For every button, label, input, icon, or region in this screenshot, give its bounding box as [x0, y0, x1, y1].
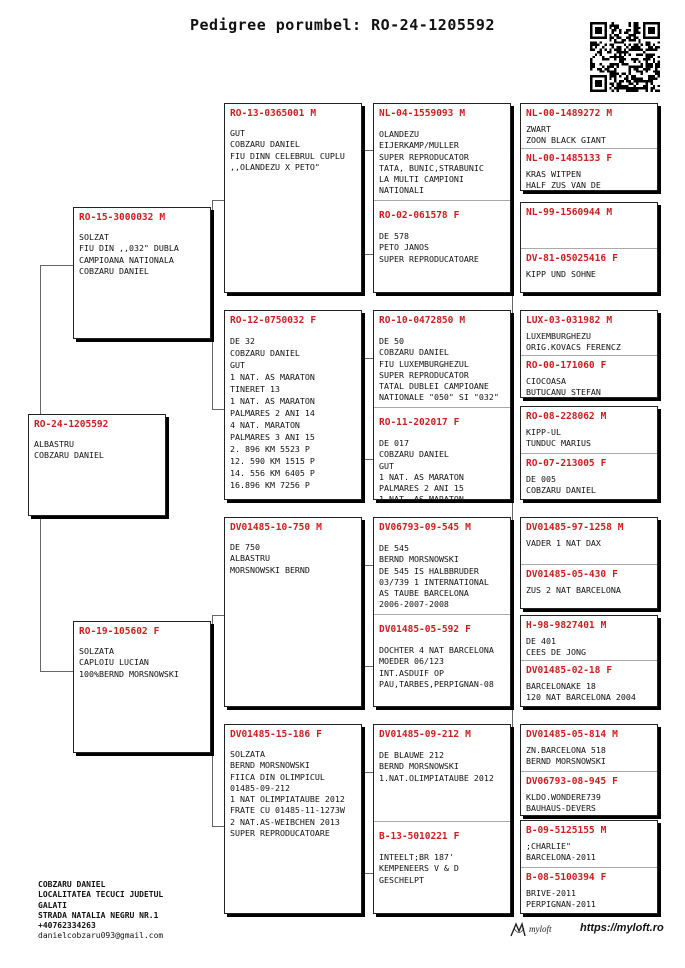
ring-number: RO-12-0750032 F	[230, 315, 317, 326]
pigeon-details: BARCELONAKE 18 120 NAT BARCELONA 2004	[526, 681, 636, 703]
ring-number: DV01485-15-186 F	[230, 729, 322, 740]
ring-number: DV01485-02-18 F	[526, 665, 613, 676]
brand-url[interactable]: https://myloft.ro	[580, 922, 664, 934]
great-grandparent-card[interactable]	[373, 517, 511, 707]
ring-number: RO-13-0365001 M	[230, 108, 317, 119]
gen5-card[interactable]	[520, 615, 658, 707]
myloft-logo	[508, 918, 568, 940]
ring-number: RO-07-213005 F	[526, 458, 607, 469]
gen5-card[interactable]	[520, 103, 658, 191]
pigeon-details: KLDO.WONDERE739 BAUHAUS-DEVERS	[526, 792, 601, 814]
pigeon-details: KRAS WITPEN HALF ZUS VAN DE	[526, 169, 601, 191]
pigeon-details: SOLZAT FIU DIN ,,032" DUBLA CAMPIOANA NATIONALA COBZARU DANIEL	[79, 232, 179, 276]
pigeon-details: BRIVE-2011 PERPIGNAN-2011	[526, 888, 596, 910]
gen5-card[interactable]	[520, 517, 658, 609]
pigeon-details: DE BLAUWE 212 BERND MORSNOWSKI 1.NAT.OLIMPIATAUBE 2012	[379, 750, 494, 783]
breeder-address: GALATI	[38, 900, 67, 910]
breeder-phone: +40762334263	[38, 921, 96, 931]
qr-code	[590, 22, 660, 92]
pigeon-details: DE 401 CEES DE JONG	[526, 636, 586, 658]
ring-number: RO-11-202017 F	[379, 417, 460, 428]
breeder-address: STRADA NATALIA NEGRU NR.1	[38, 910, 159, 920]
pigeon-details: SOLZATA CAPLOIU LUCIAN 100%BERND MORSNOWSKI	[79, 646, 179, 679]
ring-number: DV01485-09-212 M	[379, 729, 471, 740]
pigeon-details: KIPP-UL TUNDUC MARIUS	[526, 427, 591, 449]
pigeon-details: DE 578 PETO JANOS SUPER REPRODUCATOARE	[379, 231, 479, 264]
ring-number: NL-04-1559093 M	[379, 108, 466, 119]
ring-number: NL-99-1560944 M	[526, 207, 613, 218]
sire-card[interactable]	[73, 207, 211, 339]
gen5-card[interactable]	[520, 820, 658, 914]
grandparent-card[interactable]	[224, 103, 362, 293]
ring-number: RO-24-1205592	[34, 419, 109, 430]
great-grandparent-card[interactable]	[373, 724, 511, 914]
pigeon-details: GUT COBZARU DANIEL FIU DINN CELEBRUL CUPLU ,,OLANDEZU X PETO"	[230, 128, 345, 172]
pigeon-details: OLANDEZU EIJERKAMP/MULLER SUPER REPRODUCATOR TATA, BUNIC,STRABUNIC LA MULTI CAMPIONI NATIONALI	[379, 129, 484, 196]
pigeon-details: CIOCOASA BUTUCANU STEFAN	[526, 376, 601, 398]
pigeon-details: KIPP UND SOHNE	[526, 269, 596, 279]
pigeon-details: DOCHTER 4 NAT BARCELONA MOEDER 06/123 INT.ASDUIF OP PAU,TARBES,PERPIGNAN-08	[379, 645, 494, 689]
ring-number: DV01485-10-750 M	[230, 522, 322, 533]
grandparent-card[interactable]	[224, 724, 362, 914]
breeder-address: LOCALITATEA TECUCI JUDETUL	[38, 890, 164, 900]
page-title: Pedigree porumbel: RO-24-1205592	[190, 16, 495, 34]
pigeon-details: ZN.BARCELONA 518 BERND MORSNOWSKI	[526, 745, 606, 767]
ring-number: DV01485-05-814 M	[526, 729, 618, 740]
gen5-card[interactable]	[520, 406, 658, 500]
ring-number: RO-10-0472850 M	[379, 315, 466, 326]
pigeon-details: DE 32 COBZARU DANIEL GUT 1 NAT. AS MARATON TINERET 13 1 NAT. AS MARATON PALMARES 2 ANI 14 4 NAT. MARATON PALMARES 3 ANI 15 2. 896 KM 5523 P 12. 590 KM 1515 P 14. 556 KM 6405 P 16.896 KM 7256 P	[230, 336, 315, 490]
subject-card[interactable]	[28, 414, 166, 516]
pigeon-details: DE 545 BERND MORSNOWSKI DE 545 IS HALBBRUDER 03/739 1 INTERNATIONAL AS TAUBE BARCELONA 2006-2007-2008	[379, 543, 489, 610]
pigeon-details: DE 017 COBZARU DANIEL GUT 1 NAT. AS MARATON PALMARES 2 ANI 15 1 NAT. AS MARATON	[379, 438, 464, 505]
ring-number: DV01485-05-430 F	[526, 569, 618, 580]
pigeon-details: DE 750 ALBASTRU MORSNOWSKI BERND	[230, 542, 310, 575]
ring-number: DV06793-08-945 F	[526, 776, 618, 787]
pigeon-details: ZWART ZOON BLACK GIANT	[526, 124, 606, 146]
pigeon-details: VADER 1 NAT DAX	[526, 538, 601, 548]
breeder-email[interactable]: danielcobzaru093@gmail.com	[38, 931, 164, 941]
pigeon-details: ALBASTRU COBZARU DANIEL	[34, 439, 104, 461]
pigeon-details: ZUS 2 NAT BARCELONA	[526, 585, 621, 595]
ring-number: NL-00-1485133 F	[526, 153, 613, 164]
ring-number: DV-81-05025416 F	[526, 253, 618, 264]
svg-text:myloft: myloft	[529, 924, 552, 934]
dam-card[interactable]	[73, 621, 211, 753]
ring-number: DV06793-09-545 M	[379, 522, 471, 533]
pigeon-details: SOLZATA BERND MORSNOWSKI FIICA DIN OLIMPICUL 01485-09-212 1 NAT OLIMPIATAUBE 2012 FRATE CU 01485-11-1273W 2 NAT.AS-WEIBCHEN 2013 SUPER REPRODUCATOARE	[230, 749, 345, 839]
pigeon-details: DE 50 COBZARU DANIEL FIU LUXEMBURGHEZUL SUPER REPRODUCATOR TATAL DUBLEI CAMPIOANE NATIONALE "050" SI "032"	[379, 336, 499, 403]
great-grandparent-card[interactable]	[373, 310, 511, 505]
pigeon-details: LUXEMBURGHEZU ORIG.KOVACS FERENCZ	[526, 331, 621, 353]
grandparent-card[interactable]	[224, 517, 362, 707]
ring-number: LUX-03-031982 M	[526, 315, 613, 326]
ring-number: H-98-9827401 M	[526, 620, 607, 631]
ring-number: B-08-5100394 F	[526, 872, 607, 883]
ring-number: B-13-5010221 F	[379, 831, 460, 842]
gen5-card[interactable]	[520, 202, 658, 293]
brand	[508, 918, 668, 942]
pigeon-details: DE 005 COBZARU DANIEL	[526, 474, 596, 496]
pigeon-details: INTEELT;BR 187' KEMPENEERS V & D GESCHELPT	[379, 852, 459, 885]
ring-number: RO-15-3000032 M	[79, 212, 166, 223]
breeder-contact	[38, 880, 163, 942]
great-grandparent-card[interactable]	[373, 103, 511, 293]
ring-number: DV01485-97-1258 M	[526, 522, 624, 533]
gen5-card[interactable]	[520, 310, 658, 398]
pigeon-details: ;CHARLIE" BARCELONA-2011	[526, 841, 596, 863]
gen5-card[interactable]	[520, 724, 658, 816]
grandparent-card[interactable]	[224, 310, 362, 500]
ring-number: DV01485-05-592 F	[379, 624, 471, 635]
breeder-name: COBZARU DANIEL	[38, 880, 106, 889]
ring-number: B-09-5125155 M	[526, 825, 607, 836]
ring-number: RO-00-171060 F	[526, 360, 607, 371]
ring-number: RO-02-061578 F	[379, 210, 460, 221]
ring-number: RO-19-105602 F	[79, 626, 160, 637]
ring-number: RO-08-228062 M	[526, 411, 607, 422]
ring-number: NL-00-1489272 M	[526, 108, 613, 119]
